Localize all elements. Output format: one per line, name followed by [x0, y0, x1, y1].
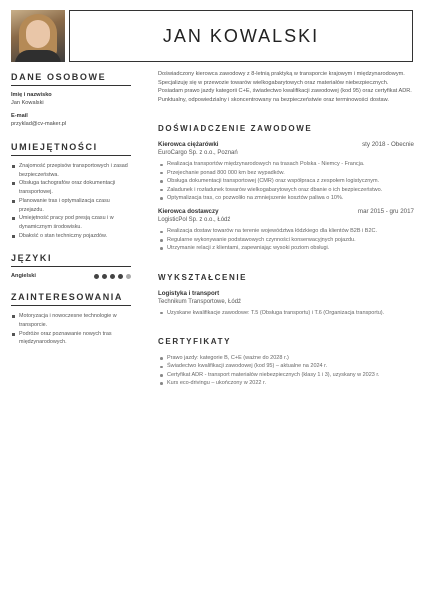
level-dot-filled — [110, 274, 116, 280]
list-item: Certyfikat ADR - transport materiałów niebezpiecznych (klasy 1 i 3), uzyskany w 2023 r. — [158, 371, 414, 379]
name-box — [69, 10, 413, 62]
left-column — [11, 72, 131, 347]
list-item: Świadectwo kwalifikacji zawodowej (kod 95) – aktualne na 2024 r. — [158, 362, 414, 370]
list-item: Prawo jazdy: kategorie B, C+E (ważne do 2028 r.) — [158, 354, 414, 362]
name-label: Imię i nazwisko — [11, 92, 52, 98]
list-item: Realizacja transportów międzynarodowych na trasach Polska - Niemcy - Francja. — [158, 160, 414, 168]
education-school: Technikum Transportowe, Łódź — [158, 298, 242, 305]
list-item: Załadunek i rozładunek towarów wielkogabarytowych oraz dbanie o ich bezpieczeństwo. — [158, 186, 414, 194]
list-item: Przejechanie ponad 800 000 km bez wypadków. — [158, 169, 414, 177]
list-item: Znajomość przepisów transportowych i zasad bezpieczeństwa. — [11, 162, 131, 179]
section-title: JĘZYKI — [11, 253, 131, 267]
profile-summary: Doświadczony kierowca zawodowy z 8-letnią praktyką w transporcie krajowym i międzynarodowym. Specjalizuję się w przewozie towarów wielkogabarytowych oraz materiałów niebezpiecznych. Posiadam prawo jazdy kategorii C+E, świadectwo kwalifikacji zawodowej (kod 95) oraz certyfikat ADR. Punktualny, odpowiedzialny i skoncentrowany na bezpieczeństwie oraz terminowości dostaw. — [158, 71, 412, 103]
language-level — [94, 274, 132, 280]
job-company: EuroCargo Sp. z o.o., Poznań — [158, 150, 238, 157]
list-item: Planowanie tras i optymalizacja czasu przejazdu. — [11, 197, 131, 214]
list-item: Uzyskane kwalifikacje zawodowe: T.5 (Obsługa transportu) i T.6 (Organizacja transportu). — [158, 309, 414, 317]
certificates-list — [158, 354, 414, 388]
experience-section — [158, 124, 414, 252]
languages-section — [11, 253, 131, 279]
list-item: Podróże oraz poznawanie nowych tras międzynarodowych. — [11, 330, 131, 347]
section-title: ZAINTERESOWANIA — [11, 292, 131, 306]
list-item: Realizacja dostaw towarów na terenie województwa łódzkiego dla klientów B2B i B2C. — [158, 227, 414, 235]
skills-section — [11, 142, 131, 240]
section-title: DANE OSOBOWE — [11, 72, 131, 86]
list-item: Regularne wykonywanie podstawowych czynności konserwacyjnych pojazdu. — [158, 236, 414, 244]
list-item: Utrzymanie relacji z klientami, zapewniając wysoki poziom obsługi. — [158, 244, 414, 252]
email-label: E-mail — [11, 113, 28, 119]
job-title: Kierowca dostawczy — [158, 208, 219, 216]
job-bullets — [158, 227, 414, 252]
skills-list — [11, 162, 131, 240]
right-column — [158, 70, 414, 388]
certificates-section — [158, 337, 414, 388]
list-item: Umiejętność pracy pod presją czasu i w dynamicznym środowisku. — [11, 214, 131, 231]
job-date: mar 2015 - gru 2017 — [357, 208, 414, 216]
interests-list — [11, 312, 131, 347]
cv-header — [11, 10, 413, 62]
level-dot-filled — [118, 274, 124, 280]
section-title: DOŚWIADCZENIE ZAWODOWE — [158, 124, 313, 134]
list-item: Obsługa dokumentacji transportowej (CMR) oraz współpraca z zespołem logistycznym. — [158, 177, 414, 185]
job-entry — [158, 141, 414, 202]
job-company: LogisticPol Sp. z o.o., Łódź — [158, 217, 231, 224]
interests-section — [11, 292, 131, 347]
job-date: sty 2018 - Obecnie — [362, 141, 414, 149]
language-name: Angielski — [11, 273, 36, 280]
list-item: Kurs eco-drivingu – ukończony w 2022 r. — [158, 379, 414, 387]
level-dot-empty — [126, 274, 132, 280]
list-item: Obsługa tachografów oraz dokumentacji transportowej. — [11, 179, 131, 196]
section-title: UMIEJĘTNOŚCI — [11, 142, 131, 156]
level-dot-filled — [102, 274, 108, 280]
list-item: Dbałość o stan techniczny pojazdów. — [11, 232, 131, 241]
personal-section — [11, 72, 131, 128]
job-title: Kierowca ciężarówki — [158, 141, 219, 149]
name-value: Jan Kowalski — [11, 99, 44, 106]
list-item: Optymalizacja tras, co pozwoliło na zmniejszenie kosztów paliwa o 10%. — [158, 194, 414, 202]
full-name: JAN KOWALSKI — [162, 25, 320, 46]
email-value: przyklad@cv-maker.pl — [11, 120, 67, 127]
job-entry — [158, 208, 414, 252]
list-item: Motoryzacja i nowoczesne technologie w transporcie. — [11, 312, 131, 329]
level-dot-filled — [94, 274, 100, 280]
education-bullets — [158, 309, 414, 317]
job-bullets — [158, 160, 414, 202]
education-title: Logistyka i transport — [158, 289, 220, 297]
section-title: WYKSZTAŁCENIE — [158, 272, 248, 282]
profile-photo — [11, 10, 65, 62]
education-section — [158, 273, 414, 317]
language-row — [11, 273, 131, 279]
section-title: CERTYFIKATY — [158, 337, 232, 347]
